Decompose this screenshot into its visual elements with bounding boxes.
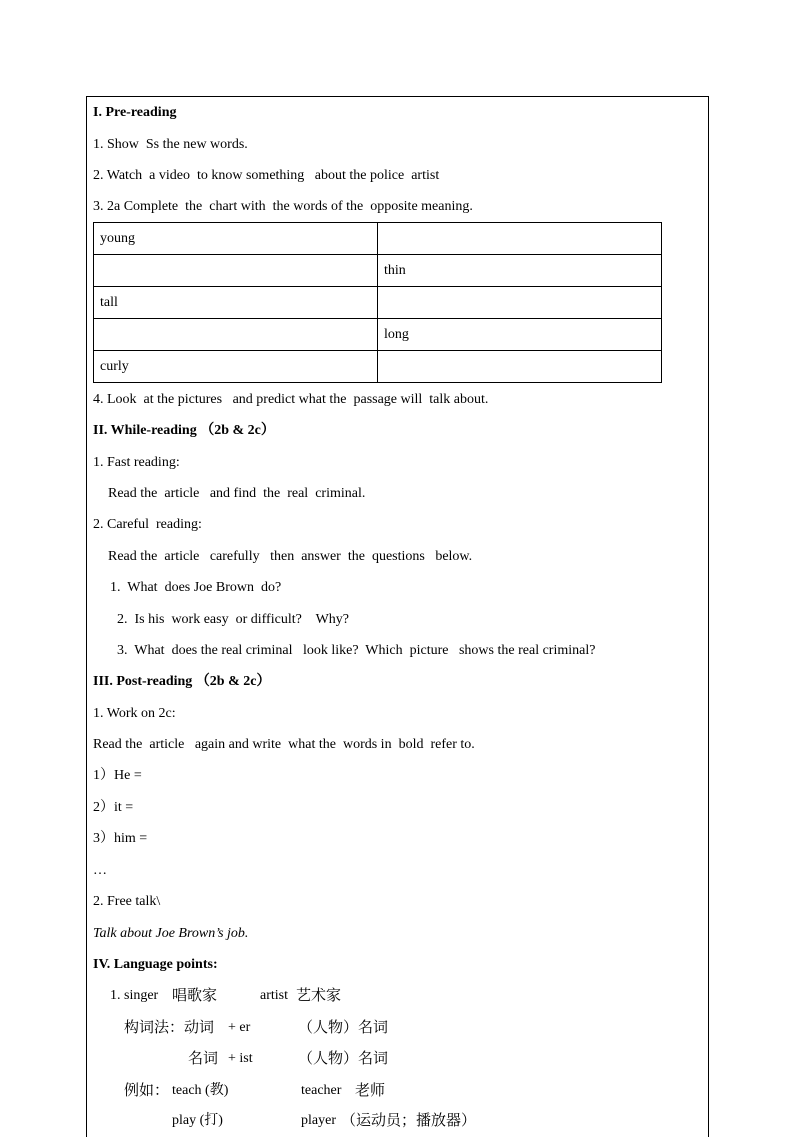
careful-reading-label: 2. Careful reading: bbox=[93, 517, 202, 532]
chart-cell bbox=[378, 223, 662, 255]
chart-row bbox=[94, 319, 662, 351]
word-formation-result-1: （人物）名词 bbox=[298, 1018, 389, 1036]
pre-reading-heading: I. Pre-reading bbox=[93, 105, 177, 120]
lp-item-1-word: 1. singer bbox=[110, 988, 159, 1003]
chart-cell: thin bbox=[378, 255, 662, 287]
pre-reading-step-1: 1. Show Ss the new words. bbox=[93, 137, 248, 152]
ellipsis: … bbox=[93, 863, 107, 878]
word-formation-noun: 名词 bbox=[188, 1049, 219, 1067]
work-on-2c-label: 1. Work on 2c: bbox=[93, 706, 176, 721]
example-2-cn: （运动员；播放器） bbox=[341, 1111, 477, 1129]
chart-row bbox=[94, 223, 662, 255]
word-formation-result-2: （人物）名词 bbox=[298, 1049, 389, 1067]
while-reading-heading: II. While-reading （2b & 2c） bbox=[93, 423, 275, 438]
word-formation-label: 构词法：动词 bbox=[124, 1018, 215, 1036]
chart-cell: tall bbox=[94, 287, 378, 319]
chart-cell bbox=[378, 287, 662, 319]
chart-cell: long bbox=[378, 319, 662, 351]
word-formation-suffix-ist: + ist bbox=[228, 1051, 253, 1066]
example-1-cn: 老师 bbox=[355, 1081, 386, 1099]
example-1-noun: teacher bbox=[301, 1083, 342, 1098]
chart-cell: curly bbox=[94, 351, 378, 383]
language-points-heading: IV. Language points: bbox=[93, 957, 218, 972]
fast-reading-task: Read the article and find the real criminal. bbox=[108, 486, 366, 501]
question-2: 2. Is his work easy or difficult? Why? bbox=[117, 612, 349, 627]
example-2-verb: play (打) bbox=[172, 1113, 223, 1128]
chart-cell bbox=[94, 319, 378, 351]
example-2-noun: player bbox=[301, 1113, 336, 1128]
refer-item-1: 1）He = bbox=[93, 768, 142, 783]
chart-cell bbox=[94, 255, 378, 287]
fast-reading-label: 1. Fast reading: bbox=[93, 455, 180, 470]
pre-reading-step-2: 2. Watch a video to know something about the police artist bbox=[93, 168, 440, 183]
opposite-meaning-chart bbox=[93, 222, 662, 383]
post-reading-instruction: Read the article again and write what the words in bold refer to. bbox=[93, 737, 475, 752]
question-1: 1. What does Joe Brown do? bbox=[110, 580, 282, 595]
refer-item-2: 2）it = bbox=[93, 800, 134, 815]
chart-row bbox=[94, 255, 662, 287]
chart-row bbox=[94, 351, 662, 383]
free-talk-label: 2. Free talk\ bbox=[93, 894, 161, 909]
chart-cell bbox=[378, 351, 662, 383]
lp-item-1-cn: 唱歌家 bbox=[172, 986, 218, 1004]
free-talk-prompt: Talk about Joe Brown’s job. bbox=[93, 926, 249, 941]
word-formation-suffix-er: + er bbox=[228, 1020, 251, 1035]
pre-reading-step-3: 3. 2a Complete the chart with the words of the opposite meaning. bbox=[93, 199, 473, 214]
pre-reading-step-4: 4. Look at the pictures and predict what the passage will talk about. bbox=[93, 392, 489, 407]
chart-row bbox=[94, 287, 662, 319]
question-3: 3. What does the real criminal look like? Which picture shows the real criminal? bbox=[117, 643, 596, 658]
lp-item-1-word2: artist bbox=[260, 988, 288, 1003]
refer-item-3: 3）him = bbox=[93, 831, 148, 846]
lp-item-1-cn2: 艺术家 bbox=[296, 986, 342, 1004]
post-reading-heading: III. Post-reading （2b & 2c） bbox=[93, 674, 271, 689]
careful-reading-task: Read the article carefully then answer the questions below. bbox=[108, 549, 473, 564]
chart-cell: young bbox=[94, 223, 378, 255]
example-1-verb: teach (教) bbox=[172, 1083, 229, 1098]
example-label: 例如： bbox=[124, 1081, 170, 1099]
